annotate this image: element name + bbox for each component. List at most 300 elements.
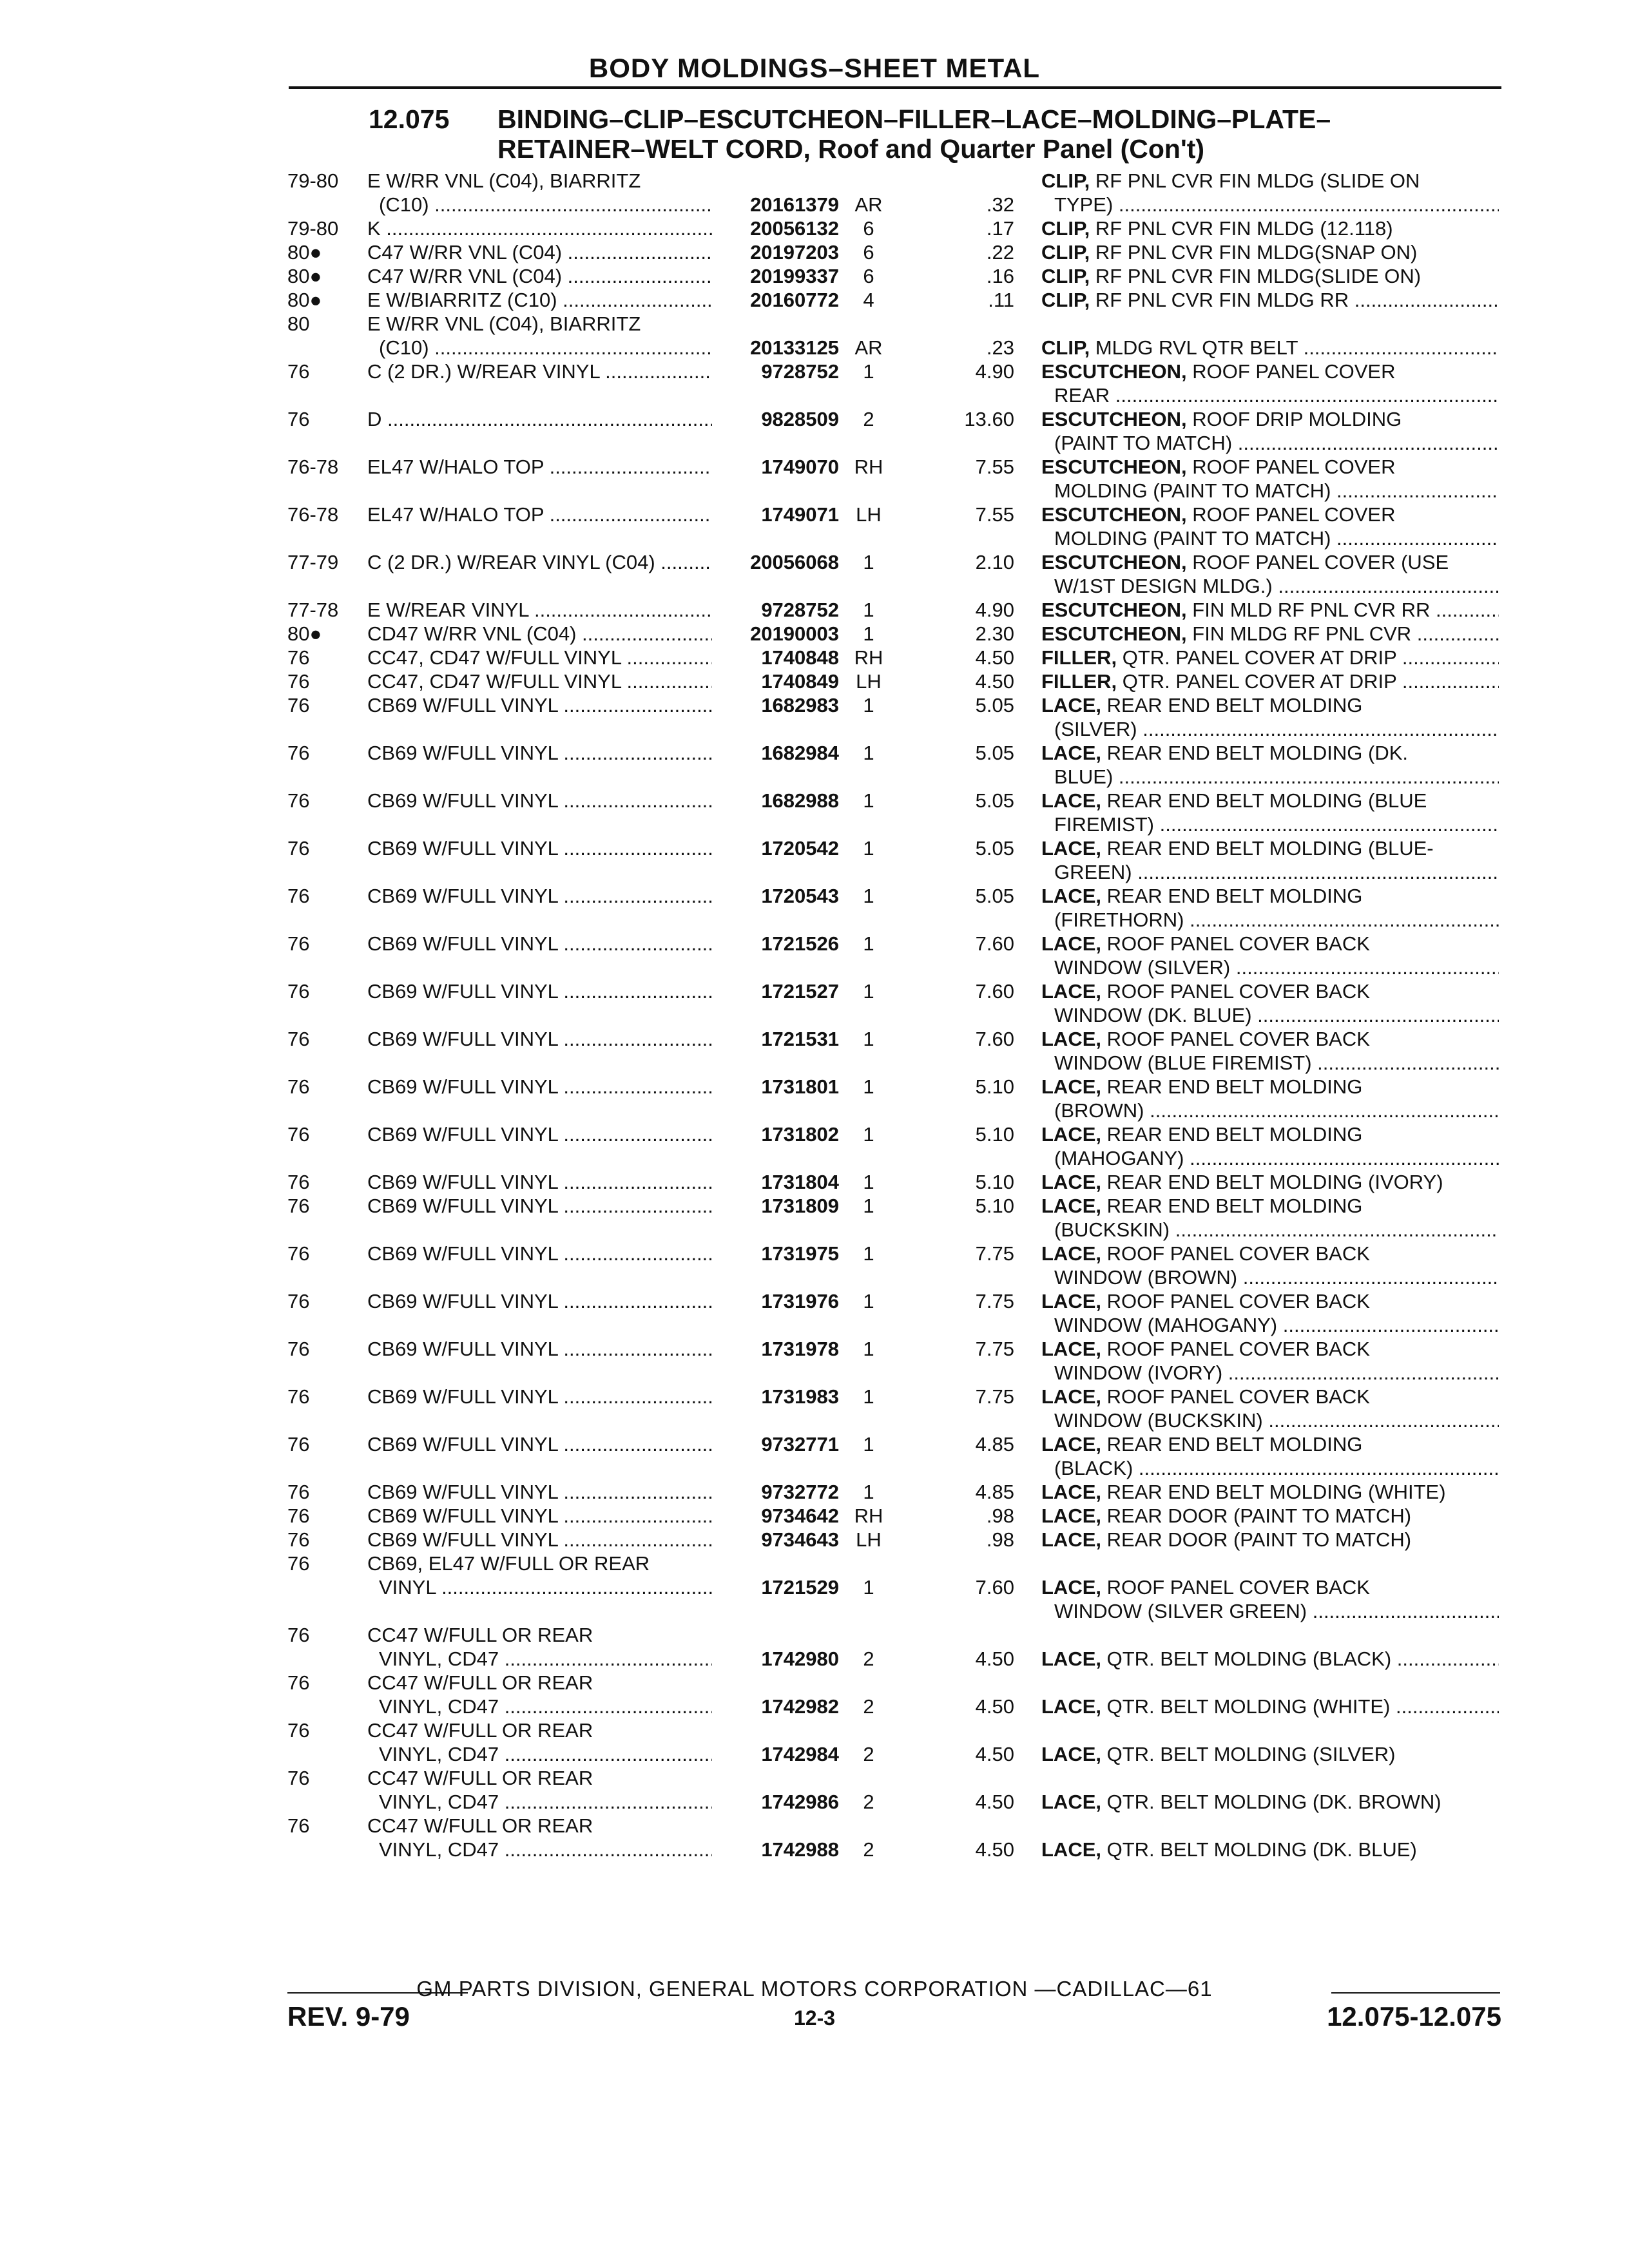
model-description-line: CB69 W/FULL VINYL ..... bbox=[367, 693, 712, 717]
price: 7.60 bbox=[975, 1576, 1014, 1599]
part-row bbox=[0, 455, 1629, 503]
quantity: 6 bbox=[863, 217, 874, 240]
part-name bbox=[1041, 1385, 1499, 1432]
quantity: 4 bbox=[863, 289, 874, 311]
quantity: 1 bbox=[863, 551, 874, 573]
section-title bbox=[369, 104, 1331, 164]
model-description bbox=[367, 598, 712, 622]
part-name-text: REAR END BELT MOLDING bbox=[1106, 885, 1363, 907]
price: 4.50 bbox=[975, 1743, 1014, 1765]
part-name bbox=[1041, 598, 1499, 622]
revision-date: REV. 9-79 bbox=[287, 2001, 410, 2032]
model-description-line: VINYL, CD47 ..... bbox=[367, 1695, 712, 1718]
model-description bbox=[367, 1504, 712, 1528]
model-year: 76 bbox=[287, 1624, 310, 1646]
price: 4.50 bbox=[975, 670, 1014, 693]
model-description-line: CB69 W/FULL VINYL ..... bbox=[367, 1432, 712, 1456]
part-name-keyword: LACE, bbox=[1041, 1528, 1101, 1551]
model-description-line: CB69 W/FULL VINYL ..... bbox=[367, 1289, 712, 1313]
part-name-line bbox=[1041, 693, 1499, 717]
quantity: 1 bbox=[863, 1576, 874, 1599]
part-number: 1720542 bbox=[761, 837, 839, 860]
part-name bbox=[1041, 1504, 1499, 1528]
part-number: 20190003 bbox=[750, 622, 839, 645]
part-name-line bbox=[1041, 669, 1499, 693]
model-description bbox=[367, 1528, 712, 1552]
part-row bbox=[0, 1814, 1629, 1861]
model-year: 76-78 bbox=[287, 456, 339, 478]
part-number: 1742980 bbox=[761, 1648, 839, 1670]
model-year: 76 bbox=[287, 1075, 310, 1098]
price: 4.50 bbox=[975, 1648, 1014, 1670]
part-name-text: ROOF PANEL COVER bbox=[1192, 503, 1396, 526]
part-name-text: MLDG RVL QTR BELT bbox=[1095, 336, 1298, 359]
model-year: 76 bbox=[287, 408, 310, 430]
model-description bbox=[367, 1242, 712, 1265]
part-row bbox=[0, 550, 1629, 598]
quantity: 6 bbox=[863, 241, 874, 264]
price: 5.05 bbox=[975, 837, 1014, 860]
part-name-line: W/1ST DESIGN MLDG.) ..... bbox=[1041, 574, 1499, 598]
part-name-line: REAR ..... bbox=[1041, 383, 1499, 407]
part-name-text: REAR END BELT MOLDING bbox=[1106, 1123, 1363, 1146]
part-name-line bbox=[1041, 264, 1499, 288]
quantity: RH bbox=[854, 1504, 883, 1527]
part-name-keyword: LACE, bbox=[1041, 1028, 1101, 1050]
quantity: 2 bbox=[863, 1648, 874, 1670]
model-year: 76 bbox=[287, 1195, 310, 1217]
part-name-keyword: LACE, bbox=[1041, 1791, 1101, 1813]
part-name-keyword: LACE, bbox=[1041, 1576, 1101, 1599]
part-row bbox=[0, 1194, 1629, 1242]
part-name-text: FIN MLDG RF PNL CVR bbox=[1192, 622, 1412, 645]
model-year: 79-80 bbox=[287, 169, 339, 192]
model-description bbox=[367, 1122, 712, 1146]
model-description bbox=[367, 1718, 712, 1766]
part-name-line: (BROWN) ..... bbox=[1041, 1099, 1499, 1122]
part-name-line bbox=[1041, 741, 1499, 765]
page-header-title: BODY MOLDINGS–SHEET METAL bbox=[588, 53, 1041, 83]
model-year: 80● bbox=[287, 265, 322, 287]
part-row bbox=[0, 216, 1629, 240]
model-description-line: VINYL, CD47 ..... bbox=[367, 1742, 712, 1766]
model-description bbox=[367, 1432, 712, 1456]
part-name-line bbox=[1041, 1647, 1499, 1671]
model-description-line: CC47 W/FULL OR REAR bbox=[367, 1624, 593, 1646]
part-name-line bbox=[1041, 288, 1499, 312]
part-name-line bbox=[1041, 1242, 1499, 1265]
part-row bbox=[0, 1242, 1629, 1289]
part-name-keyword: ESCUTCHEON, bbox=[1041, 360, 1187, 383]
part-name bbox=[1041, 1242, 1499, 1289]
model-description-line: CB69 W/FULL VINYL ..... bbox=[367, 741, 712, 765]
part-name-keyword: LACE, bbox=[1041, 1242, 1101, 1265]
part-row bbox=[0, 288, 1629, 312]
quantity: 1 bbox=[863, 837, 874, 860]
part-name-line bbox=[1041, 1075, 1499, 1099]
model-description bbox=[367, 884, 712, 908]
part-name-line bbox=[1041, 1170, 1499, 1194]
quantity: 2 bbox=[863, 1838, 874, 1861]
part-name bbox=[1041, 1170, 1499, 1194]
model-description-line: E W/RR VNL (C04), BIARRITZ bbox=[367, 312, 641, 335]
part-name bbox=[1041, 169, 1499, 216]
model-description bbox=[367, 1385, 712, 1408]
part-row bbox=[0, 407, 1629, 455]
model-year: 76 bbox=[287, 980, 310, 1003]
quantity: 2 bbox=[863, 1743, 874, 1765]
part-name-line: WINDOW (MAHOGANY) ..... bbox=[1041, 1313, 1499, 1337]
part-name bbox=[1041, 360, 1499, 407]
part-row bbox=[0, 1718, 1629, 1766]
part-number: 9734643 bbox=[761, 1528, 839, 1551]
model-description bbox=[367, 1623, 712, 1671]
part-name-line: MOLDING (PAINT TO MATCH) ..... bbox=[1041, 479, 1499, 503]
price: .17 bbox=[986, 217, 1014, 240]
part-name-line: TYPE) ..... bbox=[1041, 193, 1499, 216]
part-row bbox=[0, 1027, 1629, 1075]
model-year: 76 bbox=[287, 1481, 310, 1503]
model-description bbox=[367, 1480, 712, 1504]
part-name-line bbox=[1041, 169, 1499, 193]
price: 5.10 bbox=[975, 1075, 1014, 1098]
part-name-line bbox=[1041, 1337, 1499, 1361]
part-name bbox=[1041, 288, 1499, 312]
part-name-line bbox=[1041, 884, 1499, 908]
part-name-text: REAR END BELT MOLDING bbox=[1106, 694, 1363, 716]
model-description-line: CC47 W/FULL OR REAR bbox=[367, 1767, 593, 1789]
part-name-line bbox=[1041, 1742, 1499, 1766]
part-name-text: REAR END BELT MOLDING bbox=[1106, 1195, 1363, 1217]
quantity: 1 bbox=[863, 1171, 874, 1193]
part-name-line bbox=[1041, 1575, 1499, 1599]
model-year: 76-78 bbox=[287, 503, 339, 526]
model-year: 80 bbox=[287, 312, 310, 335]
footer-publisher: GM PARTS DIVISION, GENERAL MOTORS CORPORATION —CADILLAC—61 bbox=[416, 1977, 1213, 2001]
part-name-text: QTR. PANEL COVER AT DRIP bbox=[1122, 670, 1397, 693]
part-name bbox=[1041, 932, 1499, 979]
quantity: 1 bbox=[863, 1075, 874, 1098]
part-number: 20056132 bbox=[750, 217, 839, 240]
part-row bbox=[0, 979, 1629, 1027]
part-name bbox=[1041, 1647, 1499, 1671]
part-number: 1682983 bbox=[761, 694, 839, 716]
part-number: 9828509 bbox=[761, 408, 839, 430]
part-name-keyword: LACE, bbox=[1041, 1433, 1101, 1456]
part-row bbox=[0, 1504, 1629, 1528]
model-year: 80● bbox=[287, 241, 322, 264]
part-name bbox=[1041, 1790, 1499, 1814]
part-name-text: ROOF PANEL COVER bbox=[1192, 456, 1396, 478]
header-rule bbox=[289, 86, 1501, 89]
model-year: 76 bbox=[287, 1171, 310, 1193]
part-name-line bbox=[1041, 336, 1499, 360]
part-name-text: ROOF PANEL COVER BACK bbox=[1106, 980, 1370, 1003]
part-name-line bbox=[1041, 646, 1499, 669]
quantity: 1 bbox=[863, 932, 874, 955]
part-name-line bbox=[1041, 836, 1499, 860]
model-description-line: CB69 W/FULL VINYL ..... bbox=[367, 1504, 712, 1528]
part-name-text: ROOF DRIP MOLDING bbox=[1192, 408, 1402, 430]
price: .98 bbox=[986, 1504, 1014, 1527]
part-name-line bbox=[1041, 550, 1499, 574]
part-row bbox=[0, 884, 1629, 932]
part-name-line bbox=[1041, 1695, 1499, 1718]
price: 2.30 bbox=[975, 622, 1014, 645]
model-year: 76 bbox=[287, 1028, 310, 1050]
part-name-line: WINDOW (SILVER) ..... bbox=[1041, 956, 1499, 979]
part-number: 9732772 bbox=[761, 1481, 839, 1503]
part-name-line bbox=[1041, 1122, 1499, 1146]
model-description bbox=[367, 455, 712, 479]
model-description-line: C47 W/RR VNL (C04) ..... bbox=[367, 264, 712, 288]
part-name bbox=[1041, 1027, 1499, 1075]
part-name-keyword: ESCUTCHEON, bbox=[1041, 408, 1187, 430]
quantity: 1 bbox=[863, 1123, 874, 1146]
part-name-text: RF PNL CVR FIN MLDG(SNAP ON) bbox=[1095, 241, 1418, 264]
model-year: 76 bbox=[287, 1385, 310, 1408]
part-row bbox=[0, 1122, 1629, 1170]
part-number: 1682984 bbox=[761, 742, 839, 764]
section-title-line1: BINDING–CLIP–ESCUTCHEON–FILLER–LACE–MOLDING–PLATE– bbox=[497, 104, 1331, 134]
part-name-text: REAR END BELT MOLDING bbox=[1106, 1433, 1363, 1456]
price: 4.85 bbox=[975, 1481, 1014, 1503]
model-year: 76 bbox=[287, 932, 310, 955]
model-description-line: CC47, CD47 W/FULL VINYL ..... bbox=[367, 669, 712, 693]
part-name-keyword: LACE, bbox=[1041, 1743, 1101, 1765]
price: 5.10 bbox=[975, 1171, 1014, 1193]
model-description bbox=[367, 1194, 712, 1218]
part-name-line: WINDOW (BUCKSKIN) ..... bbox=[1041, 1408, 1499, 1432]
price: .22 bbox=[986, 241, 1014, 264]
part-name-line bbox=[1041, 1838, 1499, 1861]
part-name-line bbox=[1041, 455, 1499, 479]
model-description-line: CB69 W/FULL VINYL ..... bbox=[367, 789, 712, 812]
price: 4.50 bbox=[975, 646, 1014, 669]
part-name bbox=[1041, 789, 1499, 836]
part-name-line: (SILVER) ..... bbox=[1041, 717, 1499, 741]
part-name-keyword: LACE, bbox=[1041, 789, 1101, 812]
part-name-text: ROOF PANEL COVER bbox=[1192, 360, 1396, 383]
model-description-line: D ..... bbox=[367, 407, 712, 431]
model-description-line: CB69 W/FULL VINYL ..... bbox=[367, 1242, 712, 1265]
model-description-line: (C10) ..... bbox=[367, 193, 712, 216]
part-name-keyword: CLIP, bbox=[1041, 169, 1090, 192]
price: .16 bbox=[986, 265, 1014, 287]
part-name-text: ROOF PANEL COVER BACK bbox=[1106, 1385, 1370, 1408]
model-year: 77-79 bbox=[287, 551, 339, 573]
model-description-line: VINYL, CD47 ..... bbox=[367, 1647, 712, 1671]
model-description-line: CB69 W/FULL VINYL ..... bbox=[367, 884, 712, 908]
part-name-keyword: LACE, bbox=[1041, 1195, 1101, 1217]
part-number: 9734642 bbox=[761, 1504, 839, 1527]
part-name-text: ROOF PANEL COVER BACK bbox=[1106, 1242, 1370, 1265]
model-year: 76 bbox=[287, 1433, 310, 1456]
part-row bbox=[0, 169, 1629, 216]
part-name bbox=[1041, 1838, 1499, 1861]
model-description bbox=[367, 503, 712, 526]
part-name bbox=[1041, 550, 1499, 598]
model-year: 79-80 bbox=[287, 217, 339, 240]
part-row bbox=[0, 264, 1629, 288]
part-name-keyword: LACE, bbox=[1041, 1695, 1101, 1718]
part-name-keyword: LACE, bbox=[1041, 837, 1101, 860]
model-year: 76 bbox=[287, 1123, 310, 1146]
model-year: 76 bbox=[287, 1814, 310, 1837]
part-name bbox=[1041, 503, 1499, 550]
part-name-line bbox=[1041, 240, 1499, 264]
model-description-line: VINYL, CD47 ..... bbox=[367, 1838, 712, 1861]
part-row bbox=[0, 789, 1629, 836]
quantity: 1 bbox=[863, 1290, 874, 1312]
quantity: LH bbox=[856, 1528, 882, 1551]
page-number: 12-3 bbox=[793, 2006, 836, 2030]
part-name-line bbox=[1041, 622, 1499, 646]
quantity: AR bbox=[854, 193, 883, 216]
part-name bbox=[1041, 1528, 1499, 1552]
part-name-text: REAR END BELT MOLDING bbox=[1106, 1075, 1363, 1098]
section-number: 12.075 bbox=[369, 104, 450, 134]
part-number: 1749070 bbox=[761, 456, 839, 478]
part-name-text: QTR. PANEL COVER AT DRIP bbox=[1122, 646, 1397, 669]
model-description bbox=[367, 169, 712, 216]
part-number: 20133125 bbox=[750, 336, 839, 359]
model-year: 76 bbox=[287, 742, 310, 764]
model-year: 77-78 bbox=[287, 599, 339, 621]
price: 7.60 bbox=[975, 932, 1014, 955]
part-row bbox=[0, 360, 1629, 407]
price: 4.85 bbox=[975, 1433, 1014, 1456]
part-name-line: WINDOW (DK. BLUE) ..... bbox=[1041, 1003, 1499, 1027]
part-name bbox=[1041, 455, 1499, 503]
part-number: 20197203 bbox=[750, 241, 839, 264]
part-name-keyword: LACE, bbox=[1041, 1075, 1101, 1098]
model-description-line: CC47 W/FULL OR REAR bbox=[367, 1719, 593, 1742]
part-name-text: REAR END BELT MOLDING (BLUE bbox=[1106, 789, 1427, 812]
quantity: 1 bbox=[863, 789, 874, 812]
part-row bbox=[0, 503, 1629, 550]
price: .98 bbox=[986, 1528, 1014, 1551]
part-row bbox=[0, 741, 1629, 789]
part-name-line bbox=[1041, 216, 1499, 240]
part-number: 9728752 bbox=[761, 599, 839, 621]
part-number: 20161379 bbox=[750, 193, 839, 216]
quantity: 1 bbox=[863, 360, 874, 383]
part-name-text: RF PNL CVR FIN MLDG (12.118) bbox=[1095, 217, 1393, 240]
model-description bbox=[367, 622, 712, 646]
model-description bbox=[367, 741, 712, 765]
part-number: 1749071 bbox=[761, 503, 839, 526]
model-description-line: CB69 W/FULL VINYL ..... bbox=[367, 1075, 712, 1099]
part-name-line: WINDOW (BLUE FIREMIST) ..... bbox=[1041, 1051, 1499, 1075]
part-row bbox=[0, 1552, 1629, 1623]
part-name bbox=[1041, 622, 1499, 646]
quantity: 1 bbox=[863, 885, 874, 907]
price: 4.90 bbox=[975, 599, 1014, 621]
quantity: 6 bbox=[863, 265, 874, 287]
part-row bbox=[0, 1480, 1629, 1504]
model-description-line: CB69 W/FULL VINYL ..... bbox=[367, 1480, 712, 1504]
part-name-keyword: LACE, bbox=[1041, 932, 1101, 955]
model-description-line: CB69 W/FULL VINYL ..... bbox=[367, 1337, 712, 1361]
part-name-text: QTR. BELT MOLDING (SILVER) bbox=[1106, 1743, 1396, 1765]
model-description-line: CC47 W/FULL OR REAR bbox=[367, 1814, 593, 1837]
model-description-line: CB69 W/FULL VINYL ..... bbox=[367, 1528, 712, 1552]
model-year: 76 bbox=[287, 1719, 310, 1742]
model-description bbox=[367, 932, 712, 956]
part-name-keyword: CLIP, bbox=[1041, 241, 1090, 264]
model-description-line: CB69 W/FULL VINYL ..... bbox=[367, 1194, 712, 1218]
part-number: 1731802 bbox=[761, 1123, 839, 1146]
part-name-line bbox=[1041, 598, 1499, 622]
part-number: 1742984 bbox=[761, 1743, 839, 1765]
part-name bbox=[1041, 1075, 1499, 1122]
part-name-keyword: LACE, bbox=[1041, 1338, 1101, 1360]
model-description bbox=[367, 1671, 712, 1718]
model-description-line: CB69 W/FULL VINYL ..... bbox=[367, 979, 712, 1003]
part-name-line: WINDOW (SILVER GREEN) ..... bbox=[1041, 1599, 1499, 1623]
price: 7.75 bbox=[975, 1338, 1014, 1360]
part-name-keyword: FILLER, bbox=[1041, 646, 1117, 669]
model-year: 76 bbox=[287, 789, 310, 812]
part-name-keyword: ESCUTCHEON, bbox=[1041, 503, 1187, 526]
part-name-text: REAR DOOR (PAINT TO MATCH) bbox=[1106, 1504, 1412, 1527]
model-description-line: CD47 W/RR VNL (C04) ..... bbox=[367, 622, 712, 646]
price: .11 bbox=[988, 289, 1014, 311]
part-name-line: GREEN) ..... bbox=[1041, 860, 1499, 884]
model-year: 76 bbox=[287, 1290, 310, 1312]
part-name-keyword: LACE, bbox=[1041, 980, 1101, 1003]
section-range: 12.075-12.075 bbox=[1327, 2001, 1501, 2032]
price: 5.05 bbox=[975, 694, 1014, 716]
part-name-keyword: LACE, bbox=[1041, 1504, 1101, 1527]
part-name bbox=[1041, 979, 1499, 1027]
part-row bbox=[0, 1170, 1629, 1194]
part-name-line bbox=[1041, 1480, 1499, 1504]
price: .32 bbox=[986, 193, 1014, 216]
part-number: 1731976 bbox=[761, 1290, 839, 1312]
model-description-line: CB69 W/FULL VINYL ..... bbox=[367, 932, 712, 956]
model-description bbox=[367, 407, 712, 431]
part-name-line: (MAHOGANY) ..... bbox=[1041, 1146, 1499, 1170]
model-description bbox=[367, 1552, 712, 1599]
section-title-line2: RETAINER–WELT CORD, Roof and Quarter Panel (Con't) bbox=[497, 134, 1205, 164]
quantity: 1 bbox=[863, 980, 874, 1003]
model-description bbox=[367, 979, 712, 1003]
price: 5.10 bbox=[975, 1123, 1014, 1146]
quantity: 1 bbox=[863, 1433, 874, 1456]
part-name bbox=[1041, 1695, 1499, 1718]
part-name-line bbox=[1041, 979, 1499, 1003]
part-row bbox=[0, 646, 1629, 669]
model-year: 76 bbox=[287, 1528, 310, 1551]
part-name bbox=[1041, 407, 1499, 455]
part-name-text: REAR END BELT MOLDING (BLUE- bbox=[1106, 837, 1434, 860]
price: 7.60 bbox=[975, 1028, 1014, 1050]
quantity: LH bbox=[856, 670, 882, 693]
model-description bbox=[367, 669, 712, 693]
part-number: 1731975 bbox=[761, 1242, 839, 1265]
part-name-keyword: LACE, bbox=[1041, 694, 1101, 716]
model-description-line: C (2 DR.) W/REAR VINYL (C04) ..... bbox=[367, 550, 712, 574]
part-name-line: BLUE) ..... bbox=[1041, 765, 1499, 789]
part-name-keyword: CLIP, bbox=[1041, 217, 1090, 240]
part-number: 1731809 bbox=[761, 1195, 839, 1217]
part-name-line: (FIRETHORN) ..... bbox=[1041, 908, 1499, 932]
part-number: 1742982 bbox=[761, 1695, 839, 1718]
model-description-line: CB69 W/FULL VINYL ..... bbox=[367, 1122, 712, 1146]
price: 7.75 bbox=[975, 1242, 1014, 1265]
